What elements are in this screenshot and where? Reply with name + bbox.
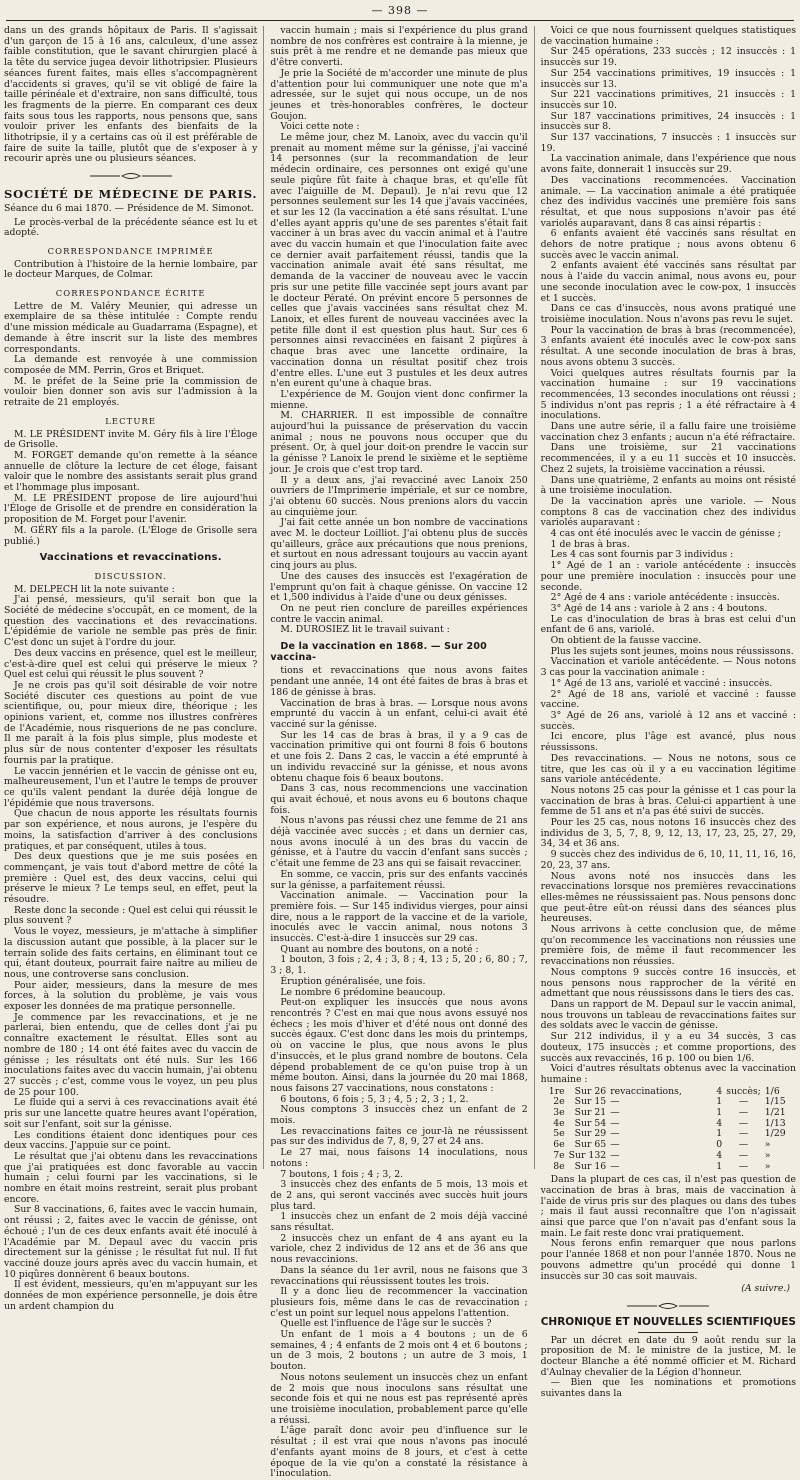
article-paragraph: Dans la séance du 1er avril, nous ne faisons que 3 revaccinations qui réussissent toutes les trois.: [270, 1264, 528, 1287]
discussion-body: [4, 585, 257, 1313]
correspondance-paragraph: Lettre de M. Valéry Meunier, qui adresse un exemplaire de sa thèse intitulée : Compte rendu d'une mission médicale au Guadarrama (Espagne), et demande à être inscrit sur la liste des membres correspondants.: [4, 300, 258, 355]
chronique-head: CHRONIQUE ET NOUVELLES SCIENTIFIQUES: [540, 1315, 796, 1328]
table-cell-s: 4: [716, 1117, 723, 1129]
table-cell-txt: —: [610, 1117, 620, 1129]
top-rule: [6, 20, 794, 21]
table-cell-s: 1: [716, 1107, 723, 1119]
table-cell-unit: —: [738, 1128, 749, 1140]
article-paragraph: Sur 212 individus, il y a eu 34 succès, 3 cas douteux, 175 insuccès ; et comme proportions, des succès aux revaccinés, 16 p. 100 ou bien 1/6.: [540, 1031, 796, 1064]
lecture-paragraph: M. FORGET demande qu'on remette à la séance annuelle de clôture la lecture de cet éloge, faisant valoir que le nombre des assistants serait plus grand et l'hommage plus imposant.: [4, 449, 258, 494]
column-2-body-b: [270, 666, 527, 1479]
article-paragraph: Voici ce que nous fournissent quelques statistiques de vaccination humaine :: [540, 25, 796, 47]
discussion-paragraph: Que chacun de nous apporte les résultats fournis par son expérience, et nous aurons, je l'espère du moins, la satisfaction d'arriver à des conclusions pratiques, et par conséquent, utiles à tous.: [4, 808, 258, 852]
column-1: [4, 25, 258, 1312]
table-cell-txt: —: [610, 1149, 620, 1161]
table-cell-s: 0: [716, 1139, 723, 1151]
table-cell-s: 1: [716, 1160, 723, 1172]
columns: [4, 25, 796, 1480]
chronique-rule: [638, 1332, 698, 1333]
article-paragraph: tions et revaccinations que nous avons faites pendant une année, 14 ont été faites de bras à bras et 186 de génisse à bras.: [270, 665, 528, 698]
column-3-body-a: [541, 26, 796, 1086]
article-paragraph: Le cas d'inoculation de bras à bras est celui d'un enfant de 6 ans, variolé.: [540, 613, 796, 636]
article-paragraph: 3° Agé de 26 ans, variolé à 12 ans et vacciné : succès.: [540, 710, 796, 732]
discussion-paragraph: Je commence par les revaccinations, et je ne parlerai, bien entendu, que de celles dont j'ai pu connaître exactement le résultat. Elles sont au nombre de 180 ; 14 ont été faites avec du vaccin de génisse ; les résultats ont été nuls. Sur les 166 inoculations faites avec du vaccin humain, j'ai obtenu 27 succès ; c'est, comme vous le voyez, un peu plus de 25 pour 100.: [4, 1011, 258, 1098]
fleuron-ornament: [623, 1301, 713, 1311]
table-cell-unit: —: [738, 1117, 749, 1129]
correspondance-ecrite-head: CORRESPONDANCE ÉCRITE: [55, 288, 206, 299]
article-paragraph: Le même jour, chez M. Lanoix, avec du vaccin qu'il prenait au moment même sur la génisse, j'ai vacciné 14 personnes (sur la recommandation de leur médecin ordinaire, ces personnes ont exigé qu'une seule piqûre fût faite à chaque bras, et qu'elle fût avec l'aiguille de M. Depaul). Je n'ai revu que 12 personnes seulement sur les 14 que j'avais vaccinées, et sur les 12 (la vaccination a été sans résultat. L'une d'elles ayant appris qu'une de ses parentes s'était fait vacciner à un bras avec du vaccin animal et à l'autre avec du vaccin humain et que l'inoculation faite avec ce dernier avait parfaitement réussi, tandis que la vaccination animale avait été sans résultat, me demanda de la vacciner de nouveau avec le vaccin pris sur une petite fille vaccinée sept jours avant par le docteur Pératé. On prévint encore 5 personnes de celles que j'avais vaccinées sans résultat chez M. Lanoix, et elles furent de nouveau vaccinées avec la petite fille dont il est question plus haut. Sur ces 6 personnes ainsi revaccinées en faisant 2 piqûres à chaque bras avec une lancette ordinaire, la vaccination donna un résultat positif chez trois d'entre elles. L'une eut 3 pustules et les deux autres n'en eurent qu'une à chaque bras.: [270, 132, 528, 390]
article-paragraph: Vaccination animale. — Vaccination pour la première fois. — Sur 145 individus vierges, pour ainsi dire, nous a le rapport de la vaccine et de la variole, inoculés avec le vaccin animal, nous notons 3 insuccès. C'est-à-dire 1 insuccès sur 29 cas.: [270, 890, 528, 945]
article-paragraph: L'expérience de M. Goujon vient donc confirmer la mienne.: [270, 388, 528, 411]
table-cell-ord: 1re: [548, 1085, 565, 1097]
article-paragraph: J'ai fait cette année un bon nombre de vaccinations avec M. le docteur Loilliot. J'ai obtenu plus de succès qu'ailleurs, grâce aux précautions que nous prenions, et surtout en nous adressant toujours au vaccin ayant cinq jours au plus.: [270, 517, 528, 572]
article-paragraph: En somme, ce vaccin, pris sur des enfants vaccinés sur la génisse, a parfaitement réussi.: [270, 868, 528, 891]
discussion-paragraph: Vous le voyez, messieurs, je m'attache à simplifier la discussion autant que possible, à la placer sur le terrain solide des faits certains, en éliminant tout ce qui, étant douteux, pourrait faire naître au milieu de nous, une controverse sans conclusion.: [4, 926, 258, 980]
session-line: Séance du 6 mai 1870. — Présidence de M. Simonot.: [4, 202, 254, 214]
table-cell-ratio: 1/15: [764, 1096, 786, 1108]
table-row: [541, 1151, 796, 1162]
article-paragraph: vaccin humain ; mais si l'expérience du plus grand nombre de nos confrères est contraire à la mienne, je suis prêt à me rendre et ne demande pas mieux que d'être converti.: [270, 25, 528, 69]
lecture-paragraph: M. LE PRÉSIDENT invite M. Géry fils à lire l'Éloge de Grisolle.: [4, 428, 258, 451]
article-paragraph: Sur 137 vaccinations, 7 insuccès : 1 insuccès sur 19.: [540, 132, 796, 154]
article-paragraph: 3 insuccès chez des enfants de 5 mois, 13 mois et de 2 ans, qui seront vaccinés avec succès huit jours plus tard.: [270, 1179, 528, 1212]
article-paragraph: Plus les sujets sont jeunes, moins nous réussissons.: [550, 645, 794, 657]
table-cell-s: 4: [716, 1149, 723, 1161]
article-paragraph: Pour la vaccination de bras à bras (recommencée), 3 enfants avaient été inoculés avec le cow-pox sans résultat. A une seconde inoculation de bras à bras, nous avons obtenu 3 succès.: [540, 324, 796, 368]
table-row: [541, 1162, 796, 1173]
column-3: [540, 25, 796, 1400]
article-paragraph: Sur 245 opérations, 233 succès ; 12 insuccès : 1 insuccès sur 19.: [540, 46, 796, 69]
article-paragraph: Je prie la Société de m'accorder une minute de plus d'attention pour lui communiquer une note que m'a adressée, sur le sujet qui nous occupe, un de nos jeunes et très-honorables confrères, le docteur Goujon.: [270, 67, 528, 122]
discussion-paragraph: Les conditions étaient donc identiques pour ces deux vaccins. J'appuie sur ce point.: [4, 1129, 258, 1152]
article-paragraph: 1 bouton, 3 fois ; 2, 4 ; 3, 8 ; 4, 13 ; 5, 20 ; 6, 80 ; 7, 3 ; 8, 1.: [270, 954, 528, 977]
table-cell-ord: 2e: [553, 1096, 565, 1108]
article-paragraph: Quelle est l'influence de l'âge sur le succès ?: [280, 1318, 492, 1330]
discussion-paragraph: Des deux vaccins en présence, quel est le meilleur, c'est-à-dire quel est celui qui préserve le mieux ? Quel est celui qui réussit le plus souvent ?: [4, 647, 258, 681]
article-paragraph: Sur les 14 cas de bras à bras, il y a 9 cas de vaccination primitive qui ont fourni 8 fois 6 boutons et une fois 2. Dans 2 cas, le vaccin a été emprunté à un individu revacciné sur la génisse, et nous avons obtenu chaque fois 6 beaux boutons.: [270, 729, 528, 784]
article-paragraph: M. DUROSIEZ lit le travail suivant :: [280, 624, 450, 636]
discussion-paragraph: Le fluide qui a servi à ces revaccinations avait été pris sur une lancette quatre heures avant l'opération, soit sur l'enfant, soit sur la génisse.: [4, 1097, 258, 1130]
discussion-paragraph: Sur 8 vaccinations, 6, faites avec le vaccin humain, ont réussi ; 2, faites avec le vaccin de génisse, ont échoué ; l'un de ces deux enfants avait été inoculé à l'Académie par M. Depaul avec du vaccin pris directement sur la génisse ; le résultat fut nul. Il fut vacciné douze jours après avec du vaccin humain, et 10 piqûres donnèrent 6 beaux boutons.: [4, 1204, 258, 1280]
intro-paragraph: dans un des grands hôpitaux de Paris. Il s'agissait d'un garçon de 15 à 16 ans, calculeux, d'une assez faible constitution, que le savant chirurgien placé à la tête du service jugea devoir lithotripsier. Plusieurs séances furent faites, mais elles s'accompagnèrent d'accidents si graves, qu'il se vit obligé de faire la taille périnéale et d'extraire, non sans difficulté, tous les fragments de la pierre. En comparant ces deux faits sous tous les rapports, nous pensons que, sans vouloir priver les enfants des bienfaits de la lithotripsie, il y a certains cas où il est préférable de faire de suite la taille, plutôt que de s'exposer à y recourir après une ou plusieurs séances.: [4, 25, 258, 165]
article-paragraph: Voici cette note :: [280, 121, 360, 133]
article-paragraph: Voici quelques autres résultats fournis par la vaccination humaine : sur 19 vaccinations recommencées, 13 secondes inoculations ont réussi ; 5 individus n'ont pas repris ; 1 a été réfractaire à 4 inoculations.: [540, 367, 796, 422]
article-paragraph: Pour les 25 cas, nous notons 16 insuccès chez des individus de 3, 5, 7, 8, 9, 12, 13, 17, 23, 25, 27, 29, 34, 34 et 36 ans.: [540, 817, 796, 850]
table-cell-s: 4: [716, 1085, 723, 1097]
table-cell-unit: succès;: [726, 1085, 761, 1097]
article-paragraph: 9 succès chez des individus de 6, 10, 11, 11, 16, 16, 20, 23, 37 ans.: [540, 849, 796, 871]
article-paragraph: L'âge paraît donc avoir peu d'influence sur le résultat ; il est vrai que nous n'avons pas inoculé d'enfants ayant moins de 8 jours, et c'est à cette époque de la vie qu'on a constaté la résistance à l'inoculation.: [270, 1425, 528, 1480]
revaccination-table: [541, 1087, 796, 1173]
discussion-paragraph: J'ai pensé, messieurs, qu'il serait bon que la Société de médecine s'occupât, en ce moment, de la question des vaccinations et des revaccinations. L'épidémie de variole ne semble pas près de finir. C'est donc un sujet à l'ordre du jour.: [4, 594, 258, 649]
article-paragraph: Dans ce cas d'insuccès, nous avons pratiqué une troisième inoculation. Nous n'avons pas revu le sujet.: [540, 303, 796, 325]
discussion-paragraph: Le résultat que j'ai obtenu dans les revaccinations que j'ai pratiquées est donc favorable au vaccin humain ; celui fourni par les vaccinations, si le nombre en était moins restreint, serait plus probant encore.: [4, 1150, 258, 1205]
lecture-paragraph: M. LE PRÉSIDENT propose de lire aujourd'hui l'Éloge de Grisolle et de prendre en considération la proposition de M. Forget pour l'avenir.: [4, 492, 258, 526]
article-paragraph: 1 insuccès chez un enfant de 2 mois déjà vacciné sans résultat.: [270, 1211, 528, 1234]
article-paragraph: Nous notons 25 cas pour la génisse et 1 cas pour la vaccination de bras à bras. Celui-ci appartient à une femme de 51 ans et n'a pas été suivi de succès.: [540, 784, 796, 818]
article-paragraph: Vaccination et variole antécédente. — Nous notons 3 cas pour la vaccination animale :: [540, 656, 796, 679]
article-paragraph: Un enfant de 1 mois a 4 boutons ; un de 6 semaines, 4 ; 4 enfants de 2 mois ont 4 et 6 boutons ; un de 3 mois, 2 boutons ; un autre de 3 mois, 1 bouton.: [270, 1329, 528, 1373]
table-cell-s: 1: [716, 1128, 723, 1140]
article-paragraph: Les 4 cas sont fournis par 3 individus :: [550, 549, 734, 561]
article-paragraph: Nous comptons 9 succès contre 16 insuccès, et nous pensons nous rapprocher de la vérité en admettant que nous réussissons dans le tiers des cas.: [540, 966, 796, 1000]
table-cell-txt: —: [610, 1128, 620, 1140]
column-2: [270, 25, 528, 1480]
table-cell-ratio: 1/29: [764, 1128, 786, 1140]
article-paragraph: 3° Agé de 14 ans : variole à 2 ans : 4 boutons.: [550, 602, 768, 614]
article-paragraph: Il y a deux ans, j'ai revacciné avec Lanoix 250 ouvriers de l'Imprimerie impériale, et sur ce nombre, j'ai obtenu 60 succès. Nous prenions alors du vaccin au cinquième jour.: [270, 474, 528, 518]
table-cell-ord: 5e: [553, 1128, 565, 1140]
article-paragraph: Vaccination de bras à bras. — Lorsque nous avons emprunté du vaccin à un enfant, celui-ci avait été vacciné sur la génisse.: [270, 697, 528, 730]
table-cell-unit: —: [738, 1139, 749, 1151]
fleuron-ornament: [86, 171, 176, 181]
article-paragraph: 1° Agé de 13 ans, variolé et vacciné : insuccès.: [550, 677, 773, 689]
discussion-paragraph: Reste donc la seconde : Quel est celui qui réussit le plus souvent ?: [4, 904, 258, 927]
table-cell-txt: —: [610, 1160, 620, 1172]
article-paragraph: Dans la plupart de ces cas, il n'est pas question de vaccination de bras à bras, mais de vaccination à l'aide de virus pris sur des plaques ou dans des tubes ; mais il faut aussi reconnaître que l'on n'agissait ainsi que parce que l'on n'avait pas d'enfant sous la main. Le fait reste donc vrai pratiquement.: [540, 1174, 796, 1239]
table-cell-n: Sur 15: [574, 1096, 607, 1108]
table-cell-ratio: »: [764, 1139, 771, 1151]
discussion-paragraph: Le vaccin jennérien et le vaccin de génisse ont eu, malheureusement, l'un et l'autre le temps de prouver ce qu'ils valent pendant la durée déjà longue de l'épidémie que nous traversons.: [4, 765, 258, 809]
discussion-head: DISCUSSION.: [94, 570, 167, 581]
article-paragraph: Sur 187 vaccinations primitives, 24 insuccès : 1 insuccès sur 8.: [540, 110, 796, 133]
article-paragraph: Quant au nombre des boutons, on a noté :: [280, 943, 479, 955]
discussion-paragraph: Je ne crois pas qu'il soit désirable de voir notre Société discuter ces questions au point de vue scientifique, ou, pour mieux dire, théorique ; les opinions varient, et, comme nos illustres confrères de l'Académie, nous risquerions de ne pas conclure. Il me paraît à la fois plus simple, plus modeste et plus sûr de nous contenter d'exposer les résultats fournis par la pratique.: [4, 679, 258, 766]
article-paragraph: Sur 254 vaccinations primitives, 19 insuccès : 1 insuccès sur 13.: [540, 67, 796, 90]
article-paragraph: Le nombre 6 prédomine beaucoup.: [280, 986, 446, 998]
article-paragraph: Une des causes des insuccès est l'exagération de l'emprunt qu'on fait à chaque génisse. On vaccine 12 et 1,500 individus à l'aide d'une ou deux génisses.: [270, 570, 528, 604]
table-cell-txt: revaccinations,: [610, 1085, 682, 1097]
article-paragraph: 2° Agé de 4 ans : variole antécédente : insuccès.: [550, 592, 780, 604]
column-separator: [263, 26, 264, 1169]
article-paragraph: 2 insuccès chez un enfant de 4 ans ayant eu la variole, chez 2 individus de 12 ans et de 36 ans que nous revaccinions.: [270, 1232, 528, 1266]
article-paragraph: De la vaccination après une variole. — Nous comptons 8 cas de vaccination chez des individus variolés auparavant :: [540, 495, 796, 529]
table-cell-txt: —: [610, 1096, 620, 1108]
article-paragraph: M. CHARRIER. Il est impossible de connaître aujourd'hui la puissance de préservation du vaccin animal ; nous ne pouvons nous occuper que du présent. Or, à quel jour doit-on prendre le vaccin sur la génisse ? Lanoix le prend le sixième et le septième jour. Je crois que c'est trop tard.: [270, 410, 528, 475]
table-cell-n: Sur 29: [574, 1128, 607, 1140]
table-cell-ord: 3e: [553, 1107, 565, 1119]
article-paragraph: Éruption généralisée, une fois.: [280, 975, 426, 987]
table-cell-unit: —: [738, 1149, 749, 1161]
correspondance-paragraph: M. le préfet de la Seine prie la commission de vouloir bien donner son avis sur l'admission à la retraite de 21 employés.: [4, 375, 258, 409]
table-cell-s: 1: [716, 1096, 723, 1108]
article-paragraph: Dans une quatrième, 2 enfants au moins ont résisté à une troisième inoculation.: [540, 474, 796, 497]
article-paragraph: 6 enfants avaient été vaccinés sans résultat en dehors de notre pratique ; nous avons obtenu 6 succès avec le vaccin animal.: [540, 228, 796, 261]
discussion-paragraph: M. DELPECH lit la note suivante :: [14, 583, 175, 595]
table-cell-n: Sur 54: [574, 1117, 607, 1129]
correspondance-imprimee-head: CORRESPONDANCE IMPRIMÉE: [47, 245, 214, 256]
article-paragraph: Peut-on expliquer les insuccès que nous avons rencontrés ? C'est en mai que nous avons essuyé nos échecs ; les mois d'hiver et d'été nous ont donné des succès égaux. C'est donc dans les mois du printemps, où on vaccine le plus, que nous avons le plus d'insuccès, et le plus grand nombre de boutons. Cela dépend probablement de ce qu'on puise trop à un même bouton. Ainsi, dans la journée du 20 mai 1868, nous faisons 27 vaccinations, nous constatons :: [270, 997, 528, 1094]
table-cell-ord: 4e: [553, 1117, 565, 1129]
article-paragraph: On ne peut rien conclure de pareilles expériences contre le vaccin animal.: [270, 602, 528, 625]
table-cell-n: Sur 26: [574, 1085, 607, 1097]
article-paragraph: Dans un rapport de M. Depaul sur le vaccin animal, nous trouvons un tableau de revaccinations faites sur des soldats avec le vaccin de génisse.: [540, 998, 796, 1032]
table-cell-ratio: »: [764, 1160, 771, 1172]
table-cell-n: Sur 65: [574, 1139, 607, 1151]
article-paragraph: Les revaccinations faites ce jour-là ne réussissent pas sur des individus de 7, 8, 9, 27 et 24 ans.: [270, 1125, 528, 1148]
article-paragraph: 7 boutons, 1 fois ; 4 ; 3, 2.: [280, 1168, 404, 1180]
article-paragraph: Voici d'autres résultats obtenus avec la vaccination humaine :: [540, 1063, 796, 1085]
vaccination-1868-head: De la vaccination en 1868. — Sur 200 vaccina-: [270, 641, 487, 663]
table-cell-unit: —: [738, 1107, 749, 1119]
article-paragraph: 2 enfants avaient été vaccinés sans résultat par nous à l'aide du vaccin animal, nous avons eu, pour une seconde inoculation avec le cow-pox, 1 insuccès et 1 succès.: [540, 260, 796, 304]
table-cell-ratio: 1/13: [764, 1117, 786, 1129]
article-paragraph: Nous comptons 3 insuccès chez un enfant de 2 mois.: [270, 1104, 528, 1127]
article-paragraph: 4 cas ont été inoculés avec le vaccin de génisse ;: [550, 528, 781, 540]
lecture-paragraph: M. GÉRY fils a la parole. (L'Éloge de Grisolle sera publié.): [4, 524, 258, 547]
article-paragraph: Nous avons noté nos insuccès dans les revaccinations lorsque nos premières revaccinations elles-mêmes ne réussissaient pas. Nous pensons donc que peut-être eût-on réussi dans des séances plus heureuses.: [540, 870, 796, 925]
chronique-paragraph: — Bien que les nominations et promotions suivantes dans la: [540, 1377, 796, 1400]
table-cell-txt: —: [610, 1107, 620, 1119]
article-paragraph: Nous notons seulement un insuccès chez un enfant de 2 mois que nous inoculons sans résultat une seconde fois et qui ne nous est pas représenté après une troisième inoculation, probablement parce qu'elle a réussi.: [270, 1371, 528, 1426]
article-paragraph: On obtient de la fausse vaccine.: [550, 635, 702, 647]
table-cell-n: Sur 21: [574, 1107, 607, 1119]
discussion-paragraph: Il est évident, messieurs, qu'en m'appuyant sur les données de mon expérience personnelle, je dois être un ardent champion du: [4, 1279, 258, 1312]
article-paragraph: Sur 221 vaccinations primitives, 21 insuccès : 1 insuccès sur 10.: [540, 89, 796, 111]
proces-verbal: Le procès-verbal de la précédente séance est lu et adopté.: [4, 216, 258, 239]
table-cell-ratio: 1/6: [764, 1085, 780, 1097]
discussion-paragraph: Pour aider, messieurs, dans la mesure de mes forces, à la solution du problème, je vais vous exposer les données de ma pratique personnelle.: [4, 979, 258, 1013]
table-cell-unit: —: [738, 1160, 749, 1172]
table-cell-txt: —: [610, 1139, 620, 1151]
article-paragraph: La vaccination animale, dans l'expérience que nous avons faite, donnerait 1 insuccès sur 29.: [540, 153, 796, 176]
table-cell-n: Sur 132: [568, 1149, 607, 1161]
a-suivre: (A suivre.): [741, 1283, 790, 1295]
article-paragraph: Dans une autre série, il a fallu faire une troisième vaccination chez 3 enfants ; aucun n'a été réfractaire.: [540, 421, 796, 443]
table-cell-ord: 7e: [553, 1149, 565, 1161]
column-3-body-b: [541, 1175, 796, 1282]
chronique-body: [541, 1336, 796, 1400]
article-paragraph: Le 27 mai, nous faisons 14 inoculations, nous notons :: [270, 1147, 528, 1169]
table-cell-ord: 8e: [553, 1160, 565, 1172]
article-paragraph: 1° Agé de 1 an : variole antécédente : insuccès pour une première inoculation : insuccès pour une seconde.: [540, 560, 796, 593]
table-cell-n: Sur 16: [574, 1160, 607, 1172]
correspondance-paragraph: La demande est renvoyée à une commission composée de MM. Perrin, Gros et Briquet.: [4, 354, 258, 376]
society-title: SOCIÉTÉ DE MÉDECINE DE PARIS.: [4, 187, 258, 202]
article-paragraph: Nous ferons enfin remarquer que nous parlons pour l'année 1868 et non pour l'année 1870. Nous ne pouvons admettre qu'un procédé qui donne 1 insuccès sur 30 cas soit mauvais.: [540, 1238, 796, 1282]
article-paragraph: Nous arrivons à cette conclusion que, de même qu'on recommence les vaccinations non réussies une première fois, de même il faut recommencer les revaccinations non réussies.: [540, 924, 796, 968]
article-paragraph: 6 boutons, 6 fois ; 5, 3 ; 4, 5 ; 2, 3 ; 1, 2.: [280, 1093, 469, 1105]
page-number: — 398 —: [371, 4, 429, 17]
vaccinations-head: Vaccinations et revaccinations.: [39, 552, 222, 564]
correspondance-imprimee: Contribution à l'histoire de la hernie lombaire, par le docteur Marques, de Colmar.: [4, 258, 258, 281]
article-paragraph: Il y a donc lieu de recommencer la vaccination plusieurs fois, même dans le cas de revaccination ; c'est un point sur lequel nous appelons l'attention.: [270, 1286, 528, 1319]
lecture-head: LECTURE: [105, 415, 157, 426]
article-paragraph: 1 de bras à bras.: [550, 538, 630, 550]
article-paragraph: Nous n'avons pas réussi chez une femme de 21 ans déjà vaccinée avec succès ; et dans un dernier cas, nous avons inoculé à un des bras du vaccin de génisse, et à l'autre du vaccin d'enfant sans succès ; c'était une femme de 23 ans qui se faisait revacciner.: [270, 815, 528, 870]
column-2-body-a: [270, 26, 527, 636]
article-paragraph: Dans 3 cas, nous recommencions une vaccination qui avait échoué, et nous avons eu 6 boutons chaque fois.: [270, 783, 528, 816]
table-cell-ratio: »: [764, 1149, 771, 1161]
article-paragraph: Dans une troisième, sur 21 vaccinations recommencées, il y a eu 11 succès et 10 insuccès. Chez 2 sujets, la troisième vaccination a réussi.: [540, 442, 796, 475]
article-paragraph: Des vaccinations recommencées. Vaccination animale. — La vaccination animale a été pratiquée chez des individus vaccinés une première fois sans résultat, et que nous supposions n'avoir pas été variolés auparavant, dans 8 cas ainsi répartis :: [540, 174, 796, 229]
chronique-paragraph: Par un décret en date du 9 août rendu sur la proposition de M. le ministre de la justice, M. le docteur Blanche a été nommé officier et M. Richard d'Aulnay chevalier de la Légion d'honneur.: [540, 1334, 796, 1378]
article-paragraph: Des revaccinations. — Nous ne notons, sous ce titre, que les cas où il y a eu vaccination légitime sans variole antécédente.: [540, 752, 796, 786]
column-separator: [534, 26, 535, 1169]
table-cell-unit: —: [738, 1096, 749, 1108]
discussion-paragraph: Des deux questions que je me suis posées en commençant, je vais tout d'abord mettre de côté la première : Quel est, des deux vaccins, celui qui préserve le mieux ? Le temps seul, en effet, peut la résoudre.: [4, 851, 258, 906]
article-paragraph: Ici encore, plus l'âge est avancé, plus nous réussissons.: [540, 731, 796, 754]
table-cell-ratio: 1/21: [764, 1107, 786, 1119]
table-cell-ord: 6e: [553, 1139, 565, 1151]
article-paragraph: 2° Agé de 18 ans, variolé et vacciné : fausse vaccine.: [540, 688, 796, 711]
